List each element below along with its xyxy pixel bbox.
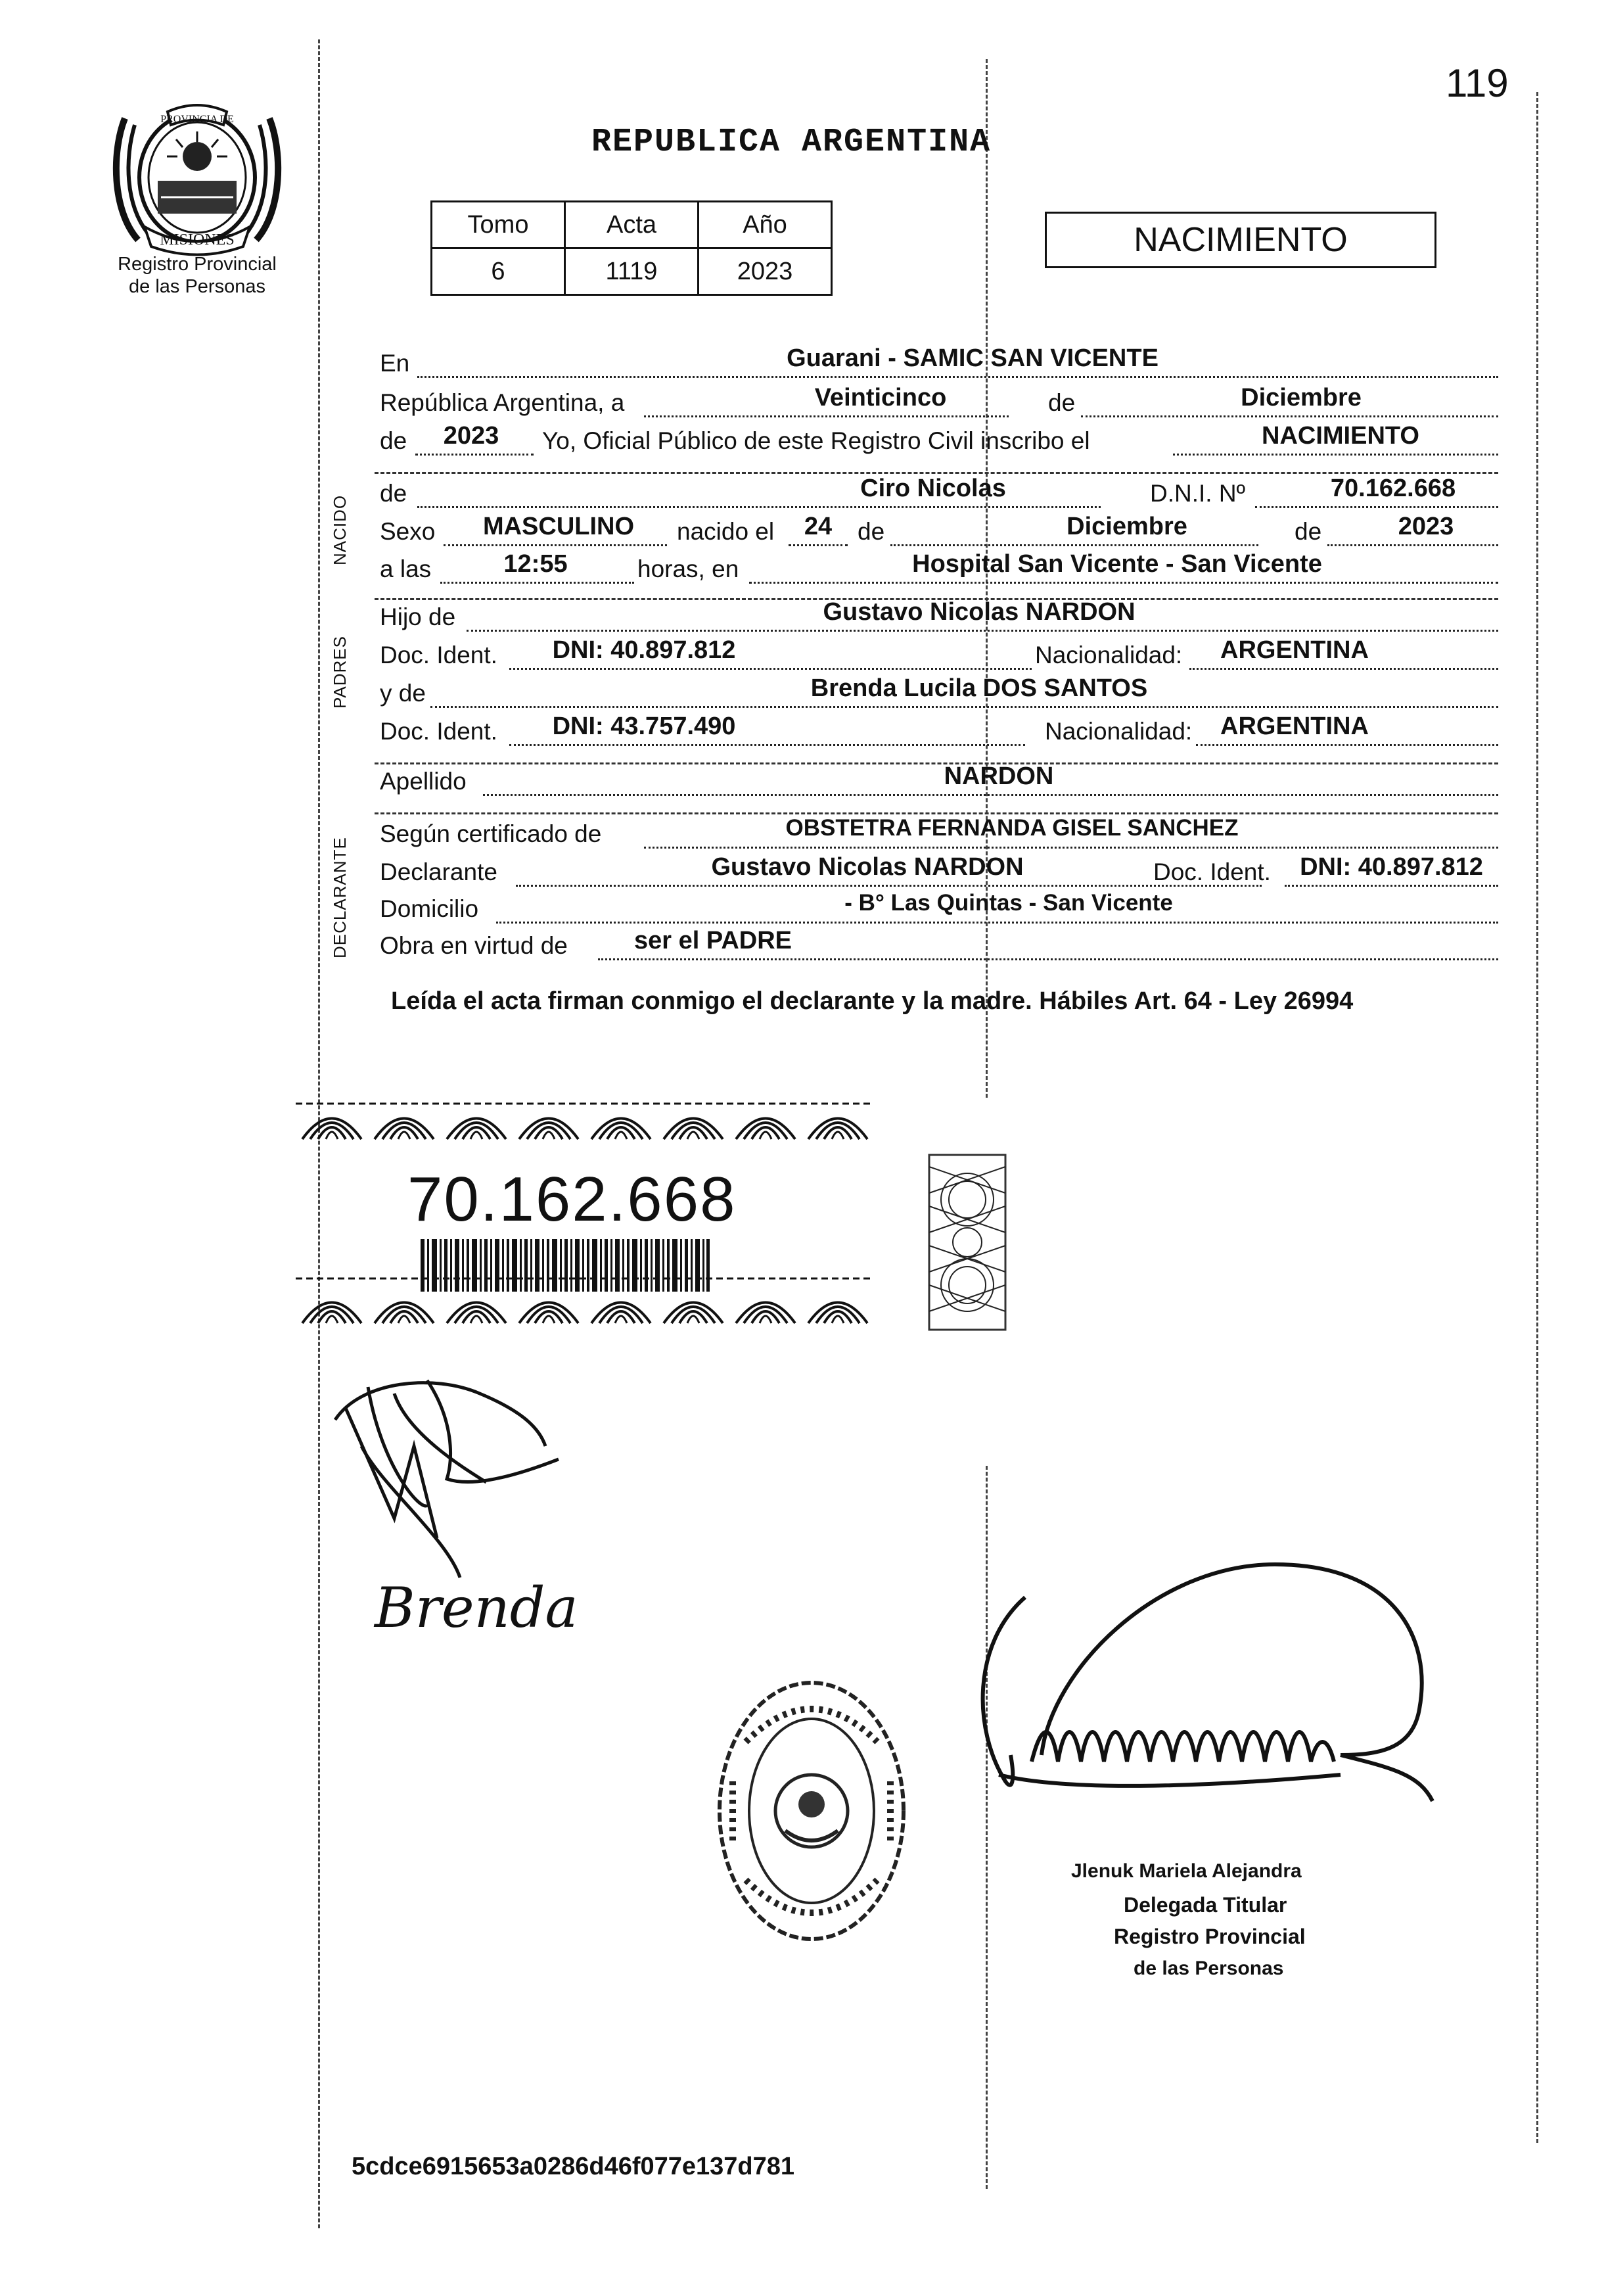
registry-value-tomo: 6 xyxy=(432,248,565,295)
label-doc-ident-madre: Doc. Ident. xyxy=(380,718,497,745)
row-hora xyxy=(375,550,1498,592)
label-de-mes: de xyxy=(1048,389,1076,416)
value-declarante-doc: DNI: 40.897.812 xyxy=(1300,853,1483,881)
label-nacido-el: nacido el xyxy=(677,518,775,545)
value-obra: ser el PADRE xyxy=(633,927,792,954)
row-padre xyxy=(375,598,1498,640)
coat-of-arms-icon xyxy=(99,99,296,256)
logo-caption xyxy=(99,253,296,298)
label-de-nombre: de xyxy=(380,480,407,507)
label-obra: Obra en virtud de xyxy=(380,932,568,959)
mother-signature-text: Brenda xyxy=(375,1576,578,1640)
label-de-b2: de xyxy=(1295,518,1322,545)
value-anio: 2023 xyxy=(443,422,499,450)
closing-statement: Leída el acta firman conmigo el declarante y la madre. Hábiles Art. 64 - Ley 26994 xyxy=(391,987,1354,1015)
value-madre-nac: ARGENTINA xyxy=(1220,713,1369,740)
label-doc-ident-padre: Doc. Ident. xyxy=(380,642,497,668)
value-lugar: Guarani - SAMIC SAN VICENTE xyxy=(787,344,1159,372)
registry-value-anio: 2023 xyxy=(699,248,832,295)
document-hash: 5cdce6915653a0286d46f077e137d781 xyxy=(352,2153,795,2180)
value-padre-nac: ARGENTINA xyxy=(1220,636,1369,664)
value-hora: 12:55 xyxy=(503,550,568,578)
row-madre xyxy=(375,674,1498,716)
value-mes: Diciembre xyxy=(1241,384,1362,411)
label-horas-en: horas, en xyxy=(637,555,739,582)
official-signature-icon xyxy=(933,1538,1472,1860)
value-mes-nac: Diciembre xyxy=(1067,513,1187,540)
value-dia-nac: 24 xyxy=(804,513,833,540)
signatory-org-line2: de las Personas xyxy=(1134,1957,1284,1979)
row-obra xyxy=(375,927,1498,969)
label-en: En xyxy=(380,350,410,377)
value-padre-doc: DNI: 40.897.812 xyxy=(552,636,736,664)
logo-caption-line1: Registro Provincial xyxy=(118,254,277,275)
label-de-b1: de xyxy=(858,518,885,545)
label-apellido: Apellido xyxy=(380,768,467,795)
logo-text-bottom: MISIONES xyxy=(160,231,235,248)
value-nombre: Ciro Nicolas xyxy=(860,475,1006,502)
official-seal-icon xyxy=(706,1663,917,1959)
registry-header-tomo: Tomo xyxy=(432,202,565,248)
right-margin-line xyxy=(1536,92,1538,2143)
logo-caption-line2: de las Personas xyxy=(129,276,265,297)
value-apellido: NARDON xyxy=(944,762,1054,790)
label-oficial: Yo, Oficial Público de este Registro Civil inscribo el xyxy=(542,427,1090,454)
row-domicilio xyxy=(375,890,1498,932)
label-a-las: a las xyxy=(380,555,432,582)
value-domicilio: - B° Las Quintas - San Vicente xyxy=(844,890,1173,916)
value-dni: 70.162.668 xyxy=(1330,475,1456,502)
label-doc-ident-declarante: Doc. Ident. xyxy=(1153,858,1271,885)
value-declarante: Gustavo Nicolas NARDON xyxy=(711,853,1024,881)
label-segun: Según certificado de xyxy=(380,820,602,847)
province-logo xyxy=(99,99,296,260)
label-declarante: Declarante xyxy=(380,858,497,885)
signatory-org-line1: Registro Provincial xyxy=(1114,1925,1306,1948)
page-number: 119 xyxy=(1446,61,1509,105)
row-anio xyxy=(375,422,1498,464)
row-fecha xyxy=(375,384,1498,426)
security-hologram-icon xyxy=(928,1154,1007,1331)
registry-header-anio: Año xyxy=(699,202,832,248)
row-sexo xyxy=(375,513,1498,555)
barcode-icon xyxy=(421,1239,710,1292)
value-anio-nac: 2023 xyxy=(1398,513,1454,540)
document-title: REPUBLICA ARGENTINA xyxy=(591,124,992,161)
logo-text-top: PROVINCIA DE xyxy=(160,114,234,125)
label-dni: D.N.I. Nº xyxy=(1150,480,1246,507)
event-type-box: NACIMIENTO xyxy=(1045,212,1436,268)
section-label-nacido: NACIDO xyxy=(330,494,350,565)
label-nacionalidad-padre: Nacionalidad: xyxy=(1035,642,1183,668)
registry-value-acta: 1119 xyxy=(565,248,699,295)
row-lugar xyxy=(375,344,1498,387)
row-madre-doc xyxy=(375,713,1498,755)
row-padre-doc xyxy=(375,636,1498,678)
father-signature-icon xyxy=(322,1367,585,1584)
row-nombre xyxy=(375,475,1498,517)
value-sexo: MASCULINO xyxy=(482,513,635,540)
label-de-anio: de xyxy=(380,427,407,454)
section-label-declarante: DECLARANTE xyxy=(330,837,350,958)
value-certificado: OBSTETRA FERNANDA GISEL SANCHEZ xyxy=(785,815,1239,841)
row-apellido xyxy=(375,762,1498,805)
label-hijo-de: Hijo de xyxy=(380,603,456,630)
value-padre: Gustavo Nicolas NARDON xyxy=(823,598,1136,626)
registry-header-acta: Acta xyxy=(565,202,699,248)
barcode-number: 70.162.668 xyxy=(407,1164,737,1234)
section-label-padres: PADRES xyxy=(330,636,350,709)
signatory-name: Jlenuk Mariela Alejandra xyxy=(1071,1860,1302,1882)
mother-signature-icon xyxy=(368,1571,585,1650)
row-certificado xyxy=(375,815,1498,857)
value-madre-doc: DNI: 43.757.490 xyxy=(552,713,736,740)
value-acto: NACIMIENTO xyxy=(1262,422,1419,450)
label-nacionalidad-madre: Nacionalidad: xyxy=(1045,718,1193,745)
label-y-de: y de xyxy=(380,680,426,707)
label-republica: República Argentina, a xyxy=(380,389,625,416)
label-domicilio: Domicilio xyxy=(380,895,479,922)
value-madre: Brenda Lucila DOS SANTOS xyxy=(810,674,1148,702)
signatory-role: Delegada Titular xyxy=(1124,1893,1287,1917)
value-dia: Veinticinco xyxy=(814,384,947,411)
label-sexo: Sexo xyxy=(380,518,436,545)
registry-table xyxy=(430,200,833,296)
value-lugar-nac: Hospital San Vicente - San Vicente xyxy=(912,550,1322,578)
